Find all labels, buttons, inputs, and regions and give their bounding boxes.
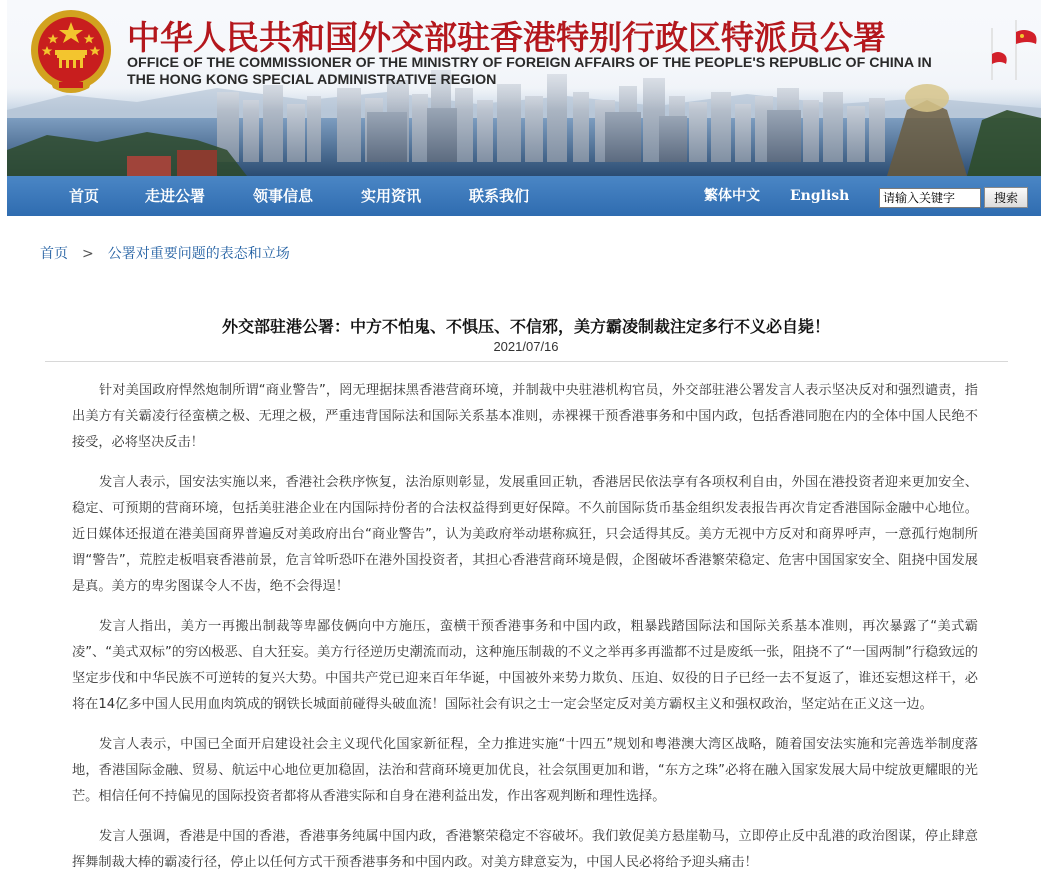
article-paragraph: 发言人表示，国安法实施以来，香港社会秩序恢复，法治原则彰显，发展重回正轨，香港居民依法享有各项权利自由，外国在港投资者迎来更加安全、稳定、可预期的营商环境，包括美驻港企业在内国际持份者的合法权益得到更好保障。不久前国际货币基金组织发表报告再次肯定香港国际金融中心地位。近日媒体还报道在港美国商界普遍反对美政府出台“商业警告”，认为美政府举动堪称疯狂，只会适得其反。美方无视中方反对和商界呼声，一意孤行炮制所谓“警告”，荒腔走板唱衰香港前景，危言耸听恐吓在港外国投资者，其担心香港营商环境是假，企图破坏香港繁荣稳定、危害中国国家安全、阻挠中国发展是真。美方的卑劣图谋令人不齿，绝不会得逞！ bbox=[72, 475, 978, 594]
site-title-english bbox=[127, 55, 932, 89]
breadcrumb-separator: > bbox=[82, 246, 94, 262]
site-banner bbox=[7, 0, 1041, 176]
breadcrumb bbox=[40, 243, 290, 263]
lang-english[interactable]: English bbox=[790, 188, 850, 204]
nav-item-home[interactable]: 首页 bbox=[69, 187, 100, 205]
article-paragraph: 针对美国政府悍然炮制所谓“商业警告”，罔无理据抹黑香港营商环境，并制裁中央驻港机构官员，外交部驻港公署发言人表示坚决反对和强烈谴责，指出美方有关霸凌行径蛮横之极、无理之极，严重违背国际法和国际关系基本准则，赤裸裸干预香港事务和中国内政，包括香港同胞在内的全体中国人民绝不接受，必将坚决反击！ bbox=[72, 383, 978, 450]
nav-item-practical-info[interactable]: 实用资讯 bbox=[361, 187, 422, 205]
article-date: 2021/07/16 bbox=[493, 339, 559, 354]
national-emblem-icon bbox=[29, 8, 113, 96]
article-body bbox=[72, 378, 978, 890]
site-title-english-line1: OFFICE OF THE COMMISSIONER OF THE MINISTRY OF FOREIGN AFFAIRS OF THE PEOPLE'S REPUBLIC OF CHINA IN bbox=[127, 55, 932, 71]
breadcrumb-home-link[interactable]: 首页 bbox=[40, 246, 68, 262]
breadcrumb-current-link[interactable]: 公署对重要问题的表态和立场 bbox=[107, 246, 290, 262]
search-input[interactable] bbox=[879, 188, 981, 208]
flags-icon bbox=[982, 20, 1041, 80]
main-nav bbox=[7, 176, 1041, 216]
site-title-chinese: 中华人民共和国外交部驻香港特别行政区特派员公署 bbox=[127, 18, 886, 57]
article-paragraph: 发言人强调，香港是中国的香港，香港事务纯属中国内政，香港繁荣稳定不容破坏。我们敦促美方悬崖勒马，立即停止反中乱港的政治图谋，停止肆意挥舞制裁大棒的霸凌行径，停止以任何方式干预香港事务和中国内政。对美方肆意妄为，中国人民必将给予迎头痛击！ bbox=[72, 829, 978, 870]
article-paragraph: 发言人表示，中国已全面开启建设社会主义现代化国家新征程，全力推进实施“十四五”规划和粤港澳大湾区战略，随着国安法实施和完善选举制度落地，香港国际金融、贸易、航运中心地位更加稳固，法治和营商环境更加优良，社会氛围更加和谐，“东方之珠”必将在融入国家发展大局中绽放更耀眼的光芒。相信任何不持偏见的国际投资者都将从香港实际和自身在港利益出发，作出客观判断和理性选择。 bbox=[72, 737, 978, 804]
nav-item-about[interactable]: 走进公署 bbox=[145, 187, 206, 205]
article-title: 外交部驻港公署：中方不怕鬼、不惧压、不信邪，美方霸凌制裁注定多行不义必自毙！ bbox=[221, 317, 830, 336]
nav-item-consular[interactable]: 领事信息 bbox=[253, 187, 314, 205]
article-divider bbox=[45, 361, 1008, 362]
article-paragraph: 发言人指出，美方一再搬出制裁等卑鄙伎俩向中方施压，蛮横干预香港事务和中国内政，粗暴践踏国际法和国际关系基本准则，再次暴露了“美式霸凌”、“美式双标”的穷凶极恶、自大狂妄。美方行径逆历史潮流而动，这种施压制裁的不义之举再多再滥都不过是废纸一张，阻挠不了“一国两制”行稳致远的坚定步伐和中华民族不可逆转的复兴大势。中国共产党已迎来百年华诞，中国被外来势力欺负、压迫、奴役的日子已经一去不复返了，谁还妄想这样干，必将在14亿多中国人民用血肉筑成的钢铁长城面前碰得头破血流！国际社会有识之士一定会坚定反对美方霸权主义和强权政治，坚定站在正义这一边。 bbox=[72, 619, 978, 712]
lang-traditional-chinese[interactable]: 繁体中文 bbox=[704, 188, 760, 204]
search-button[interactable]: 搜索 bbox=[984, 187, 1028, 208]
nav-item-contact[interactable]: 联系我们 bbox=[469, 187, 530, 205]
site-title-english-line2: THE HONG KONG SPECIAL ADMINISTRATIVE REGION bbox=[127, 72, 497, 88]
